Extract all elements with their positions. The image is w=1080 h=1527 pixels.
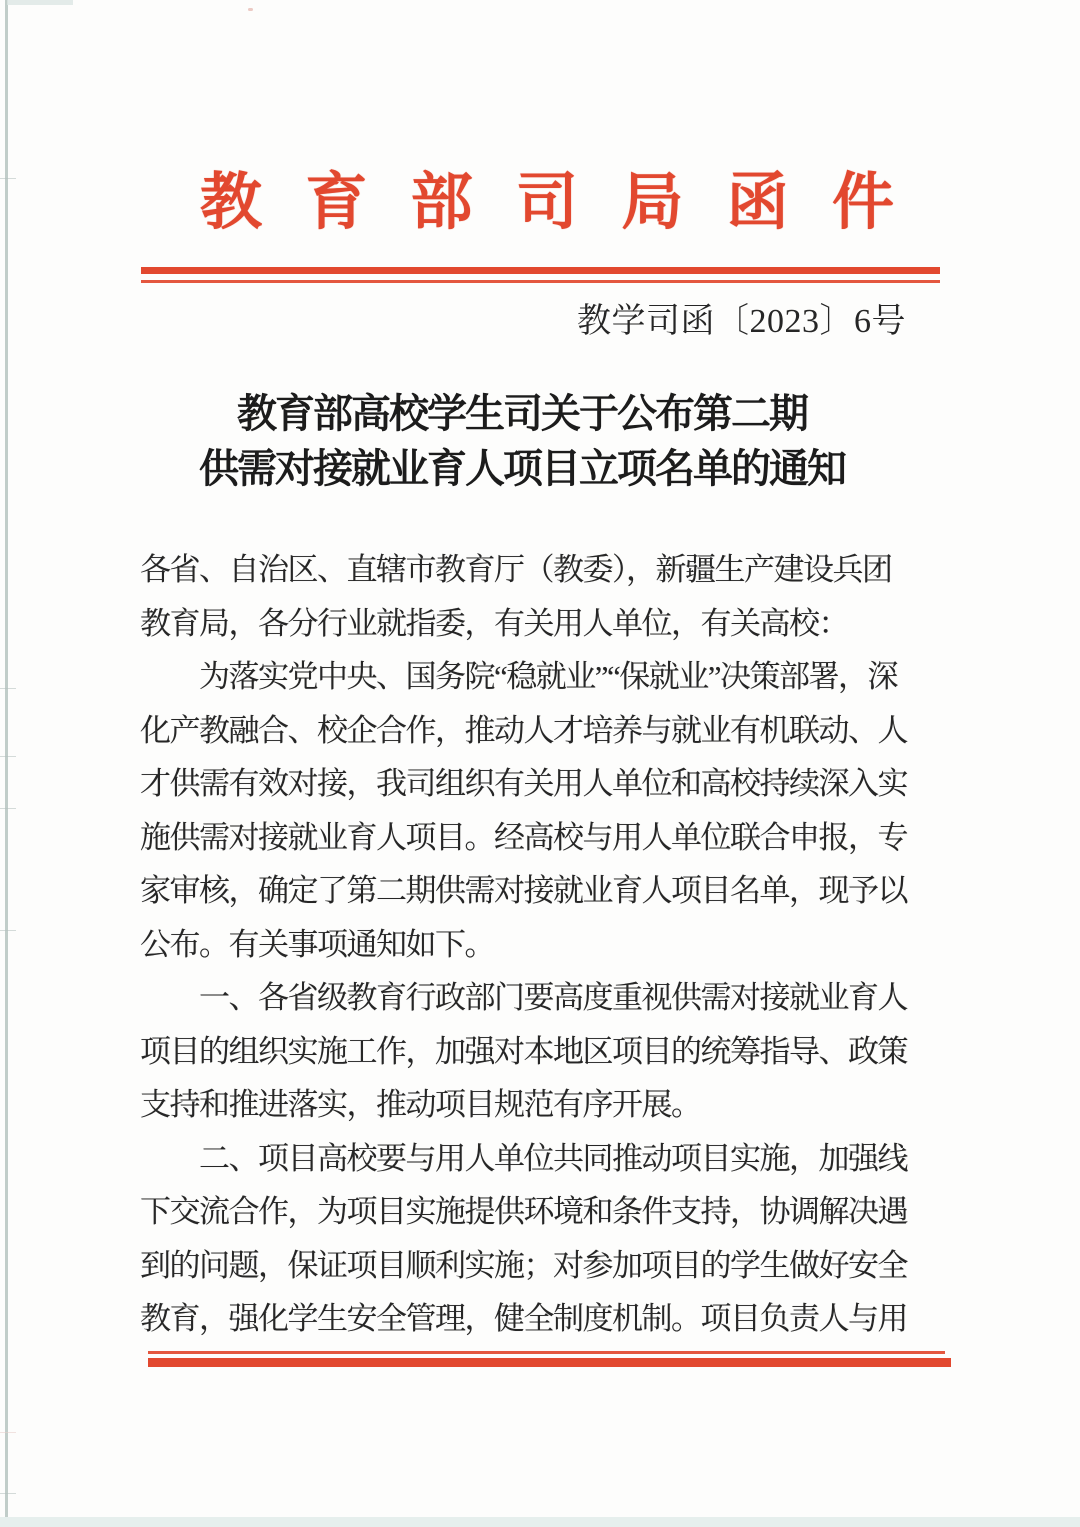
document-title-line-2: 供需对接就业育人项目立项名单的通知 [199, 446, 845, 491]
body-line: 教育，强化学生安全管理，健全制度机制。项目负责人与用 [140, 1301, 907, 1336]
body-text [140, 543, 906, 1346]
scan-left-edge-line [5, 0, 8, 1520]
scan-speck [248, 8, 253, 11]
body-line: 二、项目高校要与用人单位共同推动项目实施，加强线 [199, 1140, 907, 1176]
rule-thick [141, 267, 940, 274]
body-line: 一、各省级教育行政部门要高度重视供需对接就业育人 [199, 980, 907, 1015]
scan-edge-tick [0, 178, 16, 179]
scan-edge-tick [0, 1493, 16, 1494]
letterhead-title [200, 169, 894, 237]
letterhead-char: 件 [831, 169, 894, 237]
letterhead-char: 司 [515, 169, 578, 237]
body-line: 为落实党中央、国务院“稳就业”“保就业”决策部署，深 [199, 659, 898, 694]
body-line: 支持和推进落实，推动项目规范有序开展。 [140, 1087, 701, 1122]
letterhead-char: 教 [200, 169, 263, 237]
body-line: 才供需有效对接，我司组织有关用人单位和高校持续深入实 [140, 766, 907, 801]
letterhead-char: 育 [305, 169, 368, 237]
body-line: 公布。有关事项通知如下。 [140, 926, 494, 962]
scan-edge-tick [0, 688, 16, 689]
scan-edge-tick [0, 808, 16, 809]
letterhead-char: 局 [621, 169, 684, 237]
body-line: 项目的组织实施工作，加强对本地区项目的统筹指导、政策 [140, 1033, 907, 1069]
letterhead-double-rule [141, 267, 940, 283]
body-line: 化产教融合、校企合作，推动人才培养与就业有机联动、人 [140, 712, 907, 748]
document-title-line-1: 教育部高校学生司关于公布第二期 [237, 391, 807, 436]
body-line: 下交流合作，为项目实施提供环境和条件支持，协调解决遇 [140, 1194, 907, 1229]
rule-thin [148, 1351, 945, 1354]
body-line: 教育局，各分行业就指委，有关用人单位，有关高校： [140, 605, 848, 641]
body-line: 到的问题，保证项目顺利实施；对参加项目的学生做好安全 [140, 1247, 907, 1283]
document-number: 教学司函〔2023〕6号 [577, 303, 906, 340]
rule-thin [141, 280, 940, 283]
body-line: 各省、自治区、直辖市教育厅（教委），新疆生产建设兵团 [140, 552, 892, 587]
body-line: 施供需对接就业育人项目。经高校与用人单位联合申报，专 [140, 819, 907, 855]
rule-thick [148, 1358, 951, 1367]
footer-double-rule [148, 1351, 951, 1367]
scan-edge-tick [0, 1432, 16, 1433]
body-line: 家审核，确定了第二期供需对接就业育人项目名单，现予以 [140, 873, 907, 908]
scan-corner-fleck [7, 0, 73, 5]
letterhead-char: 部 [410, 169, 473, 237]
scan-bottom-edge [0, 1517, 1080, 1527]
document-title [0, 386, 1044, 496]
scan-edge-tick [0, 756, 16, 757]
scan-edge-tick [0, 930, 16, 931]
letterhead-char: 函 [726, 169, 789, 237]
